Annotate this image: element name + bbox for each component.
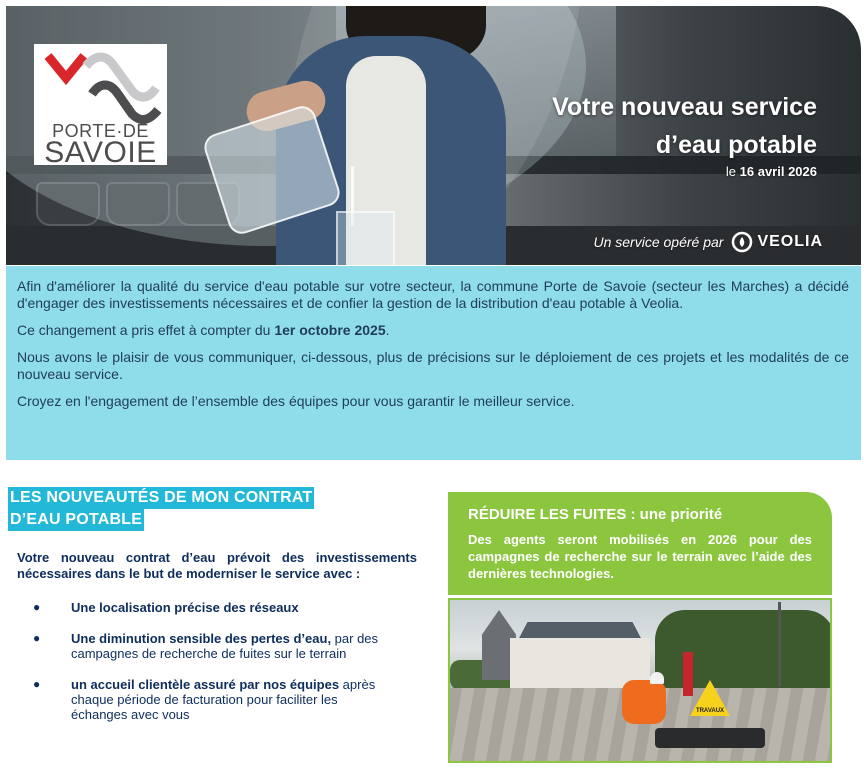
hero-title-line-1: Votre nouveau service [552, 93, 817, 121]
bullet-icon: ● [33, 677, 41, 691]
hero-title [552, 88, 817, 164]
bullet-icon: ● [33, 631, 41, 645]
intro-p2-suffix: . [385, 322, 390, 338]
list-item-text: par des campagnes de recherche de fuites sur le terrain [71, 631, 379, 661]
porte-de-savoie-logo [34, 44, 167, 169]
list-item-bold: un accueil clientèle assuré par nos équipes [71, 677, 340, 692]
list-item [33, 631, 388, 661]
leaks-body: Des agents seront mobilisés en 2026 pour des campagnes de recherche sur le terrain avec l’aide des dernières technologies. [468, 532, 812, 581]
list-item [33, 677, 388, 722]
veolia-drop-icon [731, 231, 753, 253]
intro-paragraph-4: Croyez en l'engagement de l’ensemble des équipes pour vous garantir le meilleur service. [17, 393, 575, 409]
leaks-box [448, 492, 832, 595]
photo-equipment-case [655, 728, 765, 748]
intro-paragraph-1: Afin d'améliorer la qualité du service d'eau potable sur votre secteur, la commune Porte de Savoie (secteur les Marches) a décidé d'engager des investissements nécessaires et de confier la gestion de la distribution d'eau potable à Veolia. [17, 278, 849, 311]
roadwork-sign-text: TRAVAUX [695, 708, 725, 714]
leaks-title: RÉDUIRE LES FUITES : une priorité [468, 506, 723, 523]
contract-heading-line-2: D’EAU POTABLE [8, 509, 144, 531]
hero-banner [6, 6, 861, 265]
photo-worker [622, 680, 666, 724]
date-value: 16 avril 2026 [739, 164, 817, 179]
water-glass [336, 211, 395, 265]
contract-list [33, 600, 388, 738]
operated-by-label: Un service opéré par [593, 234, 724, 250]
field-work-photo [448, 598, 832, 763]
intro-section [6, 266, 861, 460]
veolia-wordmark: VEOLIA [757, 233, 823, 250]
contract-lead: Votre nouveau contrat d’eau prévoit des investissements nécessaires dans le but de moderniser le service avec : [17, 550, 417, 581]
contract-heading-line-1: LES NOUVEAUTÉS DE MON CONTRAT [8, 487, 314, 509]
hero-date [726, 164, 817, 179]
logo-line-2: SAVOIE [44, 136, 157, 169]
list-item-bold: Une diminution sensible des pertes d’eau, [71, 631, 332, 646]
hero-title-line-2: d’eau potable [655, 131, 817, 159]
intro-p2-prefix: Ce changement a pris effet à compter du [17, 322, 275, 338]
logo-line-1: PORTE·DE [52, 121, 149, 141]
photo-helmet [650, 672, 664, 684]
operated-by [593, 231, 823, 253]
list-item-bold: Une localisation précise des réseaux [71, 600, 299, 615]
intro-p2-date: 1er octobre 2025 [274, 322, 386, 338]
bullet-icon: ● [33, 600, 41, 614]
list-item-text: après chaque période de facturation pour faciliter les échanges avec vous [71, 677, 376, 722]
photo-lamppost [778, 602, 781, 687]
intro-paragraph-3: Nous avons le plaisir de vous communiquer, ci-dessous, plus de précisions sur le déploiement de ces projets et les modalités de ce nouveau service. [17, 349, 849, 382]
list-item [33, 600, 388, 615]
logo-chevrons-icon [34, 44, 167, 124]
contract-heading [8, 487, 314, 531]
photo-trees [655, 610, 832, 690]
veolia-logo [731, 231, 823, 253]
date-prefix: le [725, 164, 737, 179]
photo-red-post [683, 652, 693, 696]
intro-paragraph-2 [17, 322, 849, 339]
